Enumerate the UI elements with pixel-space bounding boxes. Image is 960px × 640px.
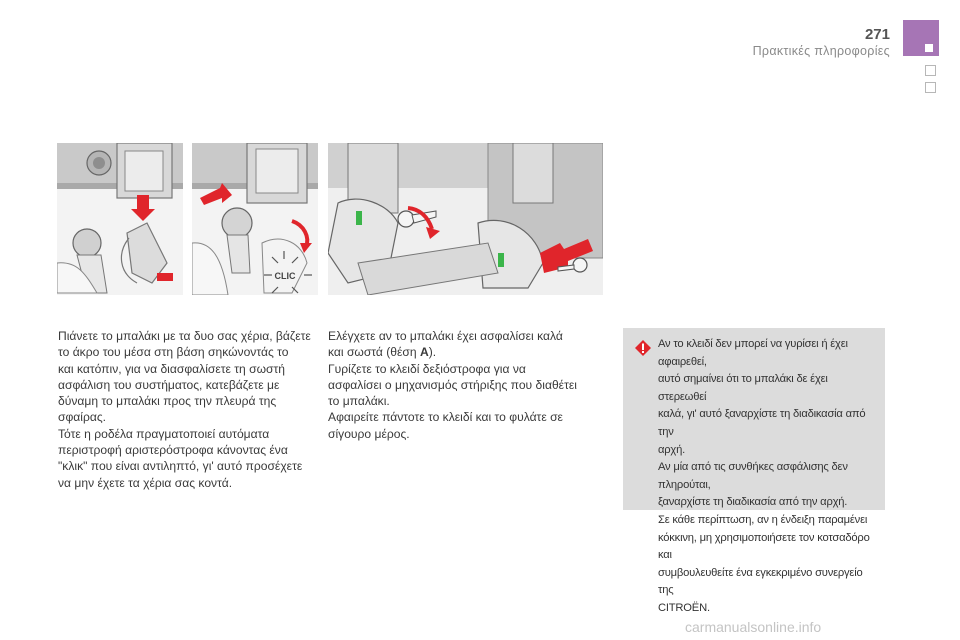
text-line: ασφάλιση του συστήματος, κατεβάζετε με bbox=[58, 377, 280, 392]
instructions-column-1 bbox=[58, 328, 328, 491]
tab-marker-icon bbox=[925, 44, 933, 52]
section-box-1[interactable] bbox=[925, 65, 936, 76]
warning-line: Αν μία από τις συνθήκες ασφάλισης δεν πληρούται, bbox=[658, 461, 848, 491]
text-line: Αφαιρείτε πάντοτε το κλειδί και το φυλάτε σε bbox=[328, 410, 563, 425]
page-number: 271 bbox=[864, 26, 890, 43]
warning-line: Αν το κλειδί δεν μπορεί να γυρίσει ή έχει αφαιρεθεί, bbox=[658, 338, 848, 368]
warning-box bbox=[623, 328, 885, 614]
text-fragment: ). bbox=[428, 345, 437, 360]
illustration-key-lock bbox=[328, 143, 603, 295]
warning-line: Σε κάθε περίπτωση, αν η ένδειξη παραμένει bbox=[658, 513, 868, 526]
text-line: σφαίρας. bbox=[58, 410, 107, 425]
text-line bbox=[328, 344, 608, 360]
text-line: Πιάνετε το μπαλάκι με τα δυο σας χέρια, βάζετε bbox=[58, 329, 311, 343]
illustration-lift-ball bbox=[57, 143, 183, 295]
warning-line: CITROËN. bbox=[658, 601, 710, 614]
text-line: "κλικ" που είναι αντιληπτό, γι' αυτό προσέχετε bbox=[58, 459, 303, 474]
text-line: Ελέγχετε αν το μπαλάκι έχει ασφαλίσει καλά bbox=[328, 329, 563, 343]
watermark: carmanualsonline.info bbox=[685, 619, 822, 635]
exclamation-warning-icon bbox=[635, 340, 651, 356]
text-line: περιστροφή αριστερόστροφα κάνοντας ένα bbox=[58, 443, 288, 458]
warning-line: ξαναρχίστε τη διαδικασία από την αρχή. bbox=[658, 496, 848, 509]
text-line: Γυρίζετε το κλειδί δεξιόστροφα για να bbox=[328, 361, 526, 376]
illustration-click-lock bbox=[192, 143, 318, 295]
text-fragment: και σωστά (θέση bbox=[328, 345, 420, 360]
warning-line: αυτό σημαίνει ότι το μπαλάκι δε έχει στερεωθεί bbox=[658, 373, 828, 403]
instructions-column-2 bbox=[328, 328, 608, 442]
text-line: το άκρο του μέσα στη βάση σηκώνοντάς το bbox=[58, 345, 289, 360]
section-box-2[interactable] bbox=[925, 82, 936, 93]
warning-line: αρχή. bbox=[658, 443, 686, 456]
section-tab[interactable] bbox=[903, 20, 939, 56]
position-label: A bbox=[419, 345, 429, 360]
text-line: και κατόπιν, για να διασφαλίσετε τη σωστή bbox=[58, 361, 286, 376]
text-line: να μην έχετε τα χέρια σας κοντά. bbox=[58, 475, 233, 490]
text-line: Τότε η ροδέλα πραγματοποιεί αυτόματα bbox=[58, 426, 270, 441]
warning-line: καλά, γι' αυτό ξαναρχίστε τη διαδικασία από την bbox=[658, 408, 866, 438]
text-line: δύναμη το μπαλάκι προς την πλευρά της bbox=[58, 394, 277, 409]
text-line: το μπαλάκι. bbox=[328, 394, 390, 409]
text-line: σίγουρο μέρος. bbox=[328, 426, 410, 441]
warning-text bbox=[658, 336, 878, 618]
warning-line: συμβουλευθείτε ένα εγκεκριμένο συνεργείο της bbox=[658, 566, 863, 597]
warning-line: κόκκινη, μη χρησιμοποιήσετε τον κοτσαδόρο και bbox=[658, 531, 870, 562]
text-line: ασφαλίσει ο μηχανισμός στήριξης που διαθέτει bbox=[328, 377, 577, 392]
clic-label: CLIC bbox=[274, 271, 296, 281]
section-title: Πρακτικές πληροφορίες bbox=[752, 44, 890, 58]
